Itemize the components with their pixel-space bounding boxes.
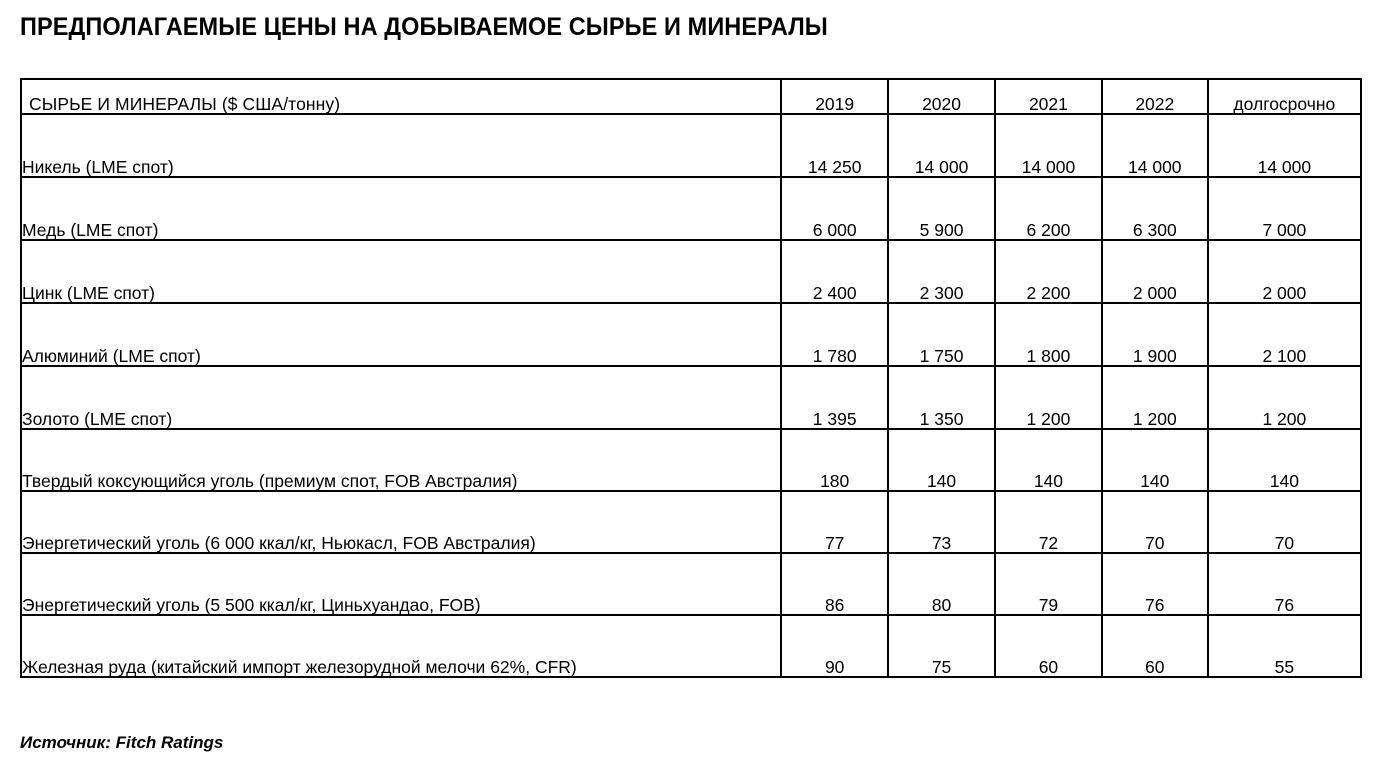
cell-zinc-2022: 2 000 (1102, 240, 1208, 303)
cell-thermal-coal-6000-2022: 70 (1102, 491, 1208, 553)
cell-copper-2020: 5 900 (888, 177, 995, 240)
table-header-row (21, 79, 1361, 114)
cell-coking-coal-2021: 140 (995, 429, 1102, 491)
cell-nickel-long-term: 14 000 (1208, 114, 1361, 177)
table-header (21, 79, 1361, 114)
cell-zinc-2019: 2 400 (781, 240, 888, 303)
cell-aluminium-2021: 1 800 (995, 303, 1102, 366)
cell-aluminium-2022: 1 900 (1102, 303, 1208, 366)
column-header-2020: 2020 (888, 79, 995, 114)
row-label-nickel: Никель (LME спот) (21, 114, 781, 177)
cell-thermal-coal-5500-2020: 80 (888, 553, 995, 615)
column-header-commodity: СЫРЬЕ И МИНЕРАЛЫ ($ США/тонну) (21, 79, 781, 114)
row-label-gold: Золото (LME спот) (21, 366, 781, 429)
commodity-price-table (20, 78, 1362, 678)
table-row (21, 303, 1361, 366)
cell-gold-2021: 1 200 (995, 366, 1102, 429)
cell-copper-2019: 6 000 (781, 177, 888, 240)
row-label-iron-ore: Железная руда (китайский импорт железорудной мелочи 62%, CFR) (21, 615, 781, 677)
row-label-zinc: Цинк (LME спот) (21, 240, 781, 303)
cell-gold-2020: 1 350 (888, 366, 995, 429)
cell-iron-ore-2021: 60 (995, 615, 1102, 677)
cell-iron-ore-long-term: 55 (1208, 615, 1361, 677)
cell-coking-coal-2019: 180 (781, 429, 888, 491)
cell-thermal-coal-5500-2021: 79 (995, 553, 1102, 615)
cell-zinc-2021: 2 200 (995, 240, 1102, 303)
cell-copper-long-term: 7 000 (1208, 177, 1361, 240)
cell-nickel-2022: 14 000 (1102, 114, 1208, 177)
cell-nickel-2019: 14 250 (781, 114, 888, 177)
cell-thermal-coal-5500-2019: 86 (781, 553, 888, 615)
source-note: Источник: Fitch Ratings (20, 733, 224, 752)
cell-thermal-coal-6000-2021: 72 (995, 491, 1102, 553)
table-row (21, 429, 1361, 491)
cell-coking-coal-2022: 140 (1102, 429, 1208, 491)
row-label-thermal-coal-5500: Энергетический уголь (5 500 ккал/кг, Циньхуандао, FOB) (21, 553, 781, 615)
cell-gold-2022: 1 200 (1102, 366, 1208, 429)
cell-copper-2021: 6 200 (995, 177, 1102, 240)
table-row (21, 615, 1361, 677)
column-header-long-term: долгосрочно (1208, 79, 1361, 114)
cell-aluminium-2020: 1 750 (888, 303, 995, 366)
cell-thermal-coal-6000-long-term: 70 (1208, 491, 1361, 553)
cell-zinc-2020: 2 300 (888, 240, 995, 303)
page-title: ПРЕДПОЛАГАЕМЫЕ ЦЕНЫ НА ДОБЫВАЕМОЕ СЫРЬЕ И МИНЕРАЛЫ (20, 13, 828, 41)
table-row (21, 553, 1361, 615)
cell-thermal-coal-5500-2022: 76 (1102, 553, 1208, 615)
cell-thermal-coal-5500-long-term: 76 (1208, 553, 1361, 615)
table-row (21, 240, 1361, 303)
cell-iron-ore-2022: 60 (1102, 615, 1208, 677)
cell-copper-2022: 6 300 (1102, 177, 1208, 240)
cell-nickel-2020: 14 000 (888, 114, 995, 177)
column-header-2021: 2021 (995, 79, 1102, 114)
price-table-container (20, 78, 1362, 678)
table-row (21, 366, 1361, 429)
row-label-aluminium: Алюминий (LME спот) (21, 303, 781, 366)
cell-iron-ore-2020: 75 (888, 615, 995, 677)
table-body (21, 114, 1361, 677)
cell-coking-coal-2020: 140 (888, 429, 995, 491)
table-row (21, 177, 1361, 240)
table-row (21, 491, 1361, 553)
row-label-copper: Медь (LME спот) (21, 177, 781, 240)
table-row (21, 114, 1361, 177)
column-header-2019: 2019 (781, 79, 888, 114)
cell-aluminium-long-term: 2 100 (1208, 303, 1361, 366)
row-label-coking-coal: Твердый коксующийся уголь (премиум спот, FOB Австралия) (21, 429, 781, 491)
cell-gold-2019: 1 395 (781, 366, 888, 429)
cell-iron-ore-2019: 90 (781, 615, 888, 677)
cell-thermal-coal-6000-2020: 73 (888, 491, 995, 553)
cell-gold-long-term: 1 200 (1208, 366, 1361, 429)
cell-coking-coal-long-term: 140 (1208, 429, 1361, 491)
cell-aluminium-2019: 1 780 (781, 303, 888, 366)
row-label-thermal-coal-6000: Энергетический уголь (6 000 ккал/кг, Ньюкасл, FOB Австралия) (21, 491, 781, 553)
column-header-2022: 2022 (1102, 79, 1208, 114)
cell-zinc-long-term: 2 000 (1208, 240, 1361, 303)
cell-thermal-coal-6000-2019: 77 (781, 491, 888, 553)
cell-nickel-2021: 14 000 (995, 114, 1102, 177)
